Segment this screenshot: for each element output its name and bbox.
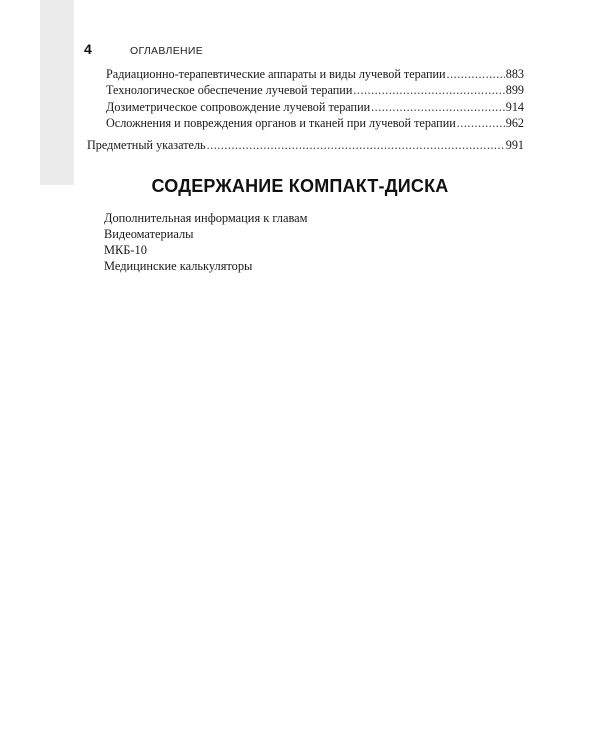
cd-list-item: Медицинские калькуляторы bbox=[104, 259, 253, 273]
toc-entry-title: Предметный указатель bbox=[87, 138, 206, 152]
toc-dot-leader bbox=[447, 66, 505, 82]
toc-entry-index[interactable] bbox=[87, 137, 524, 153]
cd-list-item: Видеоматериалы bbox=[104, 227, 194, 241]
cd-list-item: МКБ-10 bbox=[104, 243, 147, 257]
cd-contents-heading: СОДЕРЖАНИЕ КОМПАКТ-ДИСКА bbox=[151, 176, 449, 196]
toc-entry-page: 883 bbox=[505, 67, 524, 81]
toc-dot-leader bbox=[371, 99, 505, 115]
toc-entry-page: 914 bbox=[505, 100, 524, 114]
toc-dot-leader bbox=[207, 137, 505, 153]
toc-entry-page: 991 bbox=[505, 138, 524, 152]
toc-entry-title: Дозиметрическое сопровождение лучевой терапии bbox=[106, 100, 371, 114]
toc-entry[interactable] bbox=[106, 82, 524, 98]
toc-entry[interactable] bbox=[106, 115, 524, 131]
toc-entry[interactable] bbox=[106, 99, 524, 115]
running-head bbox=[84, 41, 203, 57]
section-title: ОГЛАВЛЕНИЕ bbox=[130, 45, 204, 57]
toc-dot-leader bbox=[353, 82, 504, 98]
toc-entry[interactable] bbox=[106, 66, 524, 82]
page-number: 4 bbox=[84, 41, 92, 57]
toc-dot-leader bbox=[457, 115, 505, 131]
toc-entry-title: Осложнения и повреждения органов и тканей при лучевой терапии bbox=[106, 116, 456, 130]
toc-entry-title: Технологическое обеспечение лучевой терапии bbox=[106, 83, 353, 97]
page-edge-shade bbox=[40, 0, 74, 185]
toc-entry-title: Радиационно-терапевтические аппараты и виды лучевой терапии bbox=[106, 67, 446, 81]
cd-contents-list bbox=[104, 210, 308, 274]
toc-entry-page: 899 bbox=[505, 83, 524, 97]
cd-list-item: Дополнительная информация к главам bbox=[104, 211, 308, 225]
toc-entry-page: 962 bbox=[505, 116, 524, 130]
